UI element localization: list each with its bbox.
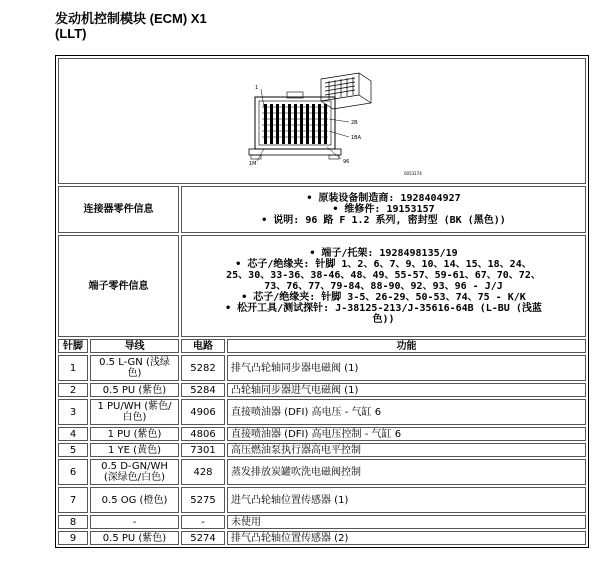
circuit-cell: 5284 (181, 383, 225, 397)
header-function: 功能 (227, 339, 586, 353)
callout-label-1m: 1M (249, 161, 257, 167)
connector-diagram (59, 59, 585, 180)
pin-cell: 9 (58, 531, 88, 545)
terminal-info-line: 73、76、77、79-84、88-90、92、93、96 - J/J (264, 280, 503, 292)
header-circuit: 电路 (181, 339, 225, 353)
terminal-info-line: • 芯子/绝缘夹: 针脚 1、2、6、7、9、10、14、15、18、24、 (235, 258, 532, 270)
function-cell: 排气凸轮轴同步器电磁阀 (1) (227, 355, 586, 381)
wire-cell: 0.5 PU (紫色) (90, 383, 179, 397)
wire-cell: 0.5 L-GN (浅绿色) (90, 355, 179, 381)
wire-cell: 1 PU (紫色) (90, 427, 179, 441)
terminal-info-line: • 松开工具/测试探针: J-38125-213/J-35616-64B (L-BU (浅蓝 (225, 302, 542, 314)
callout-label-2b: 2B (351, 120, 358, 126)
page-title-line1: 发动机控制模块 (ECM) X1 (55, 11, 207, 26)
table-row (58, 487, 586, 513)
circuit-cell: 4806 (181, 427, 225, 441)
terminal-info-line: • 端子/托架: 1928498135/19 (309, 247, 458, 259)
wire-cell: 0.5 D-GN/WH (深绿色/白色) (90, 459, 179, 485)
callout-label-1: 1 (255, 85, 259, 91)
callout-label-96: 96 (343, 159, 350, 165)
pin-cell: 4 (58, 427, 88, 441)
terminal-info-line: 25、30、33-36、38-46、48、49、55-57、59-61、67、70、72、 (226, 269, 541, 281)
table-row (58, 443, 586, 457)
circuit-cell: 5275 (181, 487, 225, 513)
circuit-cell: 7301 (181, 443, 225, 457)
connector-diagram-cell (58, 58, 586, 184)
pin-cell: 6 (58, 459, 88, 485)
table-row (58, 383, 586, 397)
terminal-info-content (181, 235, 586, 337)
circuit-cell: 5282 (181, 355, 225, 381)
table-row (58, 355, 586, 381)
circuit-cell: - (181, 515, 225, 529)
header-wire: 导线 (90, 339, 179, 353)
wire-cell: 0.5 PU (紫色) (90, 531, 179, 545)
wire-cell: 0.5 OG (橙色) (90, 487, 179, 513)
header-pin: 针脚 (58, 339, 88, 353)
table-row (58, 515, 586, 529)
callout-label-1ba: 1BA (351, 135, 362, 141)
wire-cell: 1 PU/WH (紫色/白色) (90, 399, 179, 425)
pin-cell: 5 (58, 443, 88, 457)
pin-cell: 1 (58, 355, 88, 381)
function-cell: 未使用 (227, 515, 586, 529)
table-row (58, 427, 586, 441)
connector-info-label: 连接器零件信息 (58, 186, 179, 233)
function-cell: 排气凸轮轴位置传感器 (2) (227, 531, 586, 545)
table-row (58, 459, 586, 485)
circuit-cell: 4906 (181, 399, 225, 425)
connector-info-line: • 原装设备制造商: 1928404927 (306, 193, 461, 204)
connector-table (56, 56, 588, 547)
pin-cell: 2 (58, 383, 88, 397)
pin-cell: 7 (58, 487, 88, 513)
connector-info-line: • 说明: 96 路 F 1.2 系列, 密封型 (BK (黑色)) (261, 215, 506, 226)
function-cell: 进气凸轮轴位置传感器 (1) (227, 487, 586, 513)
terminal-info-line: • 芯子/绝缘夹: 针脚 3-5、26-29、50-53、74、75 - K/K (241, 291, 526, 303)
circuit-cell: 5274 (181, 531, 225, 545)
terminal-info-line: 色)) (372, 313, 395, 325)
page-title-line2: (LLT) (55, 26, 87, 41)
wire-cell: 1 YE (黄色) (90, 443, 179, 457)
terminal-info-label: 端子零件信息 (58, 235, 179, 337)
function-cell: 蒸发排放炭罐吹洗电磁阀控制 (227, 459, 586, 485)
figure-id: 0053174 (404, 171, 422, 176)
function-cell: 直接喷油器 (DFI) 高电压 - 气缸 6 (227, 399, 586, 425)
pin-cell: 8 (58, 515, 88, 529)
function-cell: 凸轮轴同步器进气电磁阀 (1) (227, 383, 586, 397)
circuit-cell: 428 (181, 459, 225, 485)
table-row (58, 531, 586, 545)
wire-cell: - (90, 515, 179, 529)
connector-sheet (55, 55, 589, 548)
connector-info-line: • 维修件: 19153157 (332, 204, 435, 215)
connector-info-content (181, 186, 586, 233)
function-cell: 高压燃油泵执行器高电平控制 (227, 443, 586, 457)
pin-cell: 3 (58, 399, 88, 425)
function-cell: 直接喷油器 (DFI) 高电压控制 - 气缸 6 (227, 427, 586, 441)
page-title (55, 11, 207, 41)
table-header-row (58, 339, 586, 353)
table-row (58, 399, 586, 425)
